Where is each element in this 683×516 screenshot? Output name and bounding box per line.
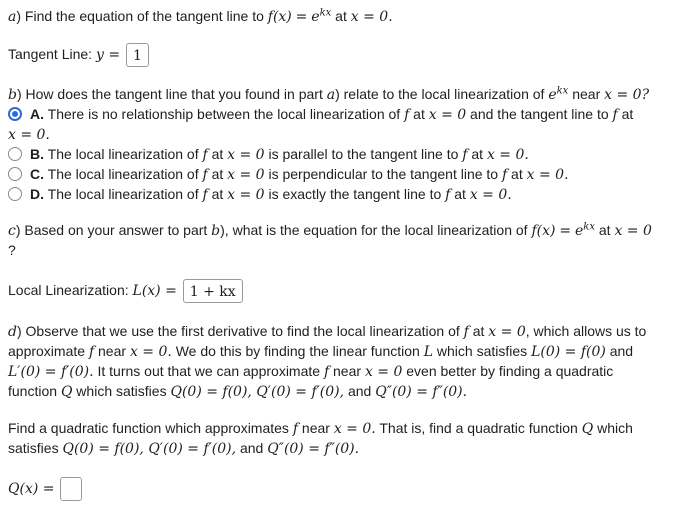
option-b-radio[interactable] [8,147,22,161]
option-a-radio[interactable] [8,107,22,121]
option-c-radio[interactable] [8,167,22,181]
part-d-line-4: function Q which satisfies Q(0) = f(0), Q′(0) = f′(0), and Q″(0) = f″(0). [8,383,468,400]
part-a-label: a [8,9,17,25]
quadratic-input[interactable] [60,477,82,501]
tangent-line-input[interactable]: 1 [126,43,149,67]
part-b-question: b) How does the tangent line that you found in part a) relate to the local linearization of $e^{kx}$ near x = 0? [8,85,650,103]
local-linearization-input[interactable]: 1 + kx [183,279,243,303]
quadratic-question-line-2: satisfies Q(0) = f(0), Q′(0) = f′(0), and Q″(0) = f″(0). [8,440,360,457]
tangent-line-answer-row: Tangent Line: y = 1 [8,42,676,67]
local-linearization-label: Local Linearization: [8,282,133,298]
option-d-radio[interactable] [8,187,22,201]
part-a-question: a) Find the equation of the tangent line to $f(x) = e^{kx}$ at x = 0. [8,7,393,25]
quadratic-answer-row [8,476,676,501]
problem-page: a) Find the equation of the tangent line to $f(x) = e^{kx}$ at x = 0. Tangent Line: y = 1 b) How does the tangent line that you found in part a) relate to the local linearization of $e^{kx}$ near x = 0? A. There is no relationship between the local linearization of f at x = 0 and the tangent line to f at x = 0. B. The local linearization of f at x = 0 is parallel to the tangent line to f at x = 0. C. The local linearization of f at x = 0 is perpendicular to the tangent line to f at x = 0. D. The local linearization of f at x = 0 is exactly the tangent line to f at x = 0. c) Based on your answer to part b), what is the equation for the local linearization of $f(x) = e^{kx}$ at x = 0 ? Local Linearization: L(x) = 1 + kx d) Observe that we use the first derivative to find the local linearization of f at x = 0, which allows us to approximate f near x = 0. We do this by finding the linear function L which satisfies L(0) = f(0) and L′(0) = f′(0). It turns out that we can approximate f near x = 0 even better by finding a quadratic function Q which satisfies Q(0) = f(0), Q′(0) = f′(0), and Q″(0) = f″(0). Find a quadratic function which approximates f near x = 0. That is, find a quadratic function Q which satisfies Q(0) = f(0), Q′(0) = f′(0), and Q″(0) = f″(0). Q(x) = [0,0,683,516]
part-c-label: c [8,223,16,239]
option-a-wrap: x = 0. [8,127,50,143]
part-c-question: c) Based on your answer to part b), what is the equation for the local linearization of $f(x) = e^{kx}$ at x = 0 [8,221,652,239]
quadratic-label: Q(x) = [8,481,55,497]
part-d-line-1: d) Observe that we use the first derivative to find the local linearization of f at x = 0, which allows us to [8,323,647,340]
part-d-line-2: approximate f near x = 0. We do this by finding the linear function L which satisfies L(0) = f(0) and [8,343,634,360]
local-linearization-answer-row: Local Linearization: L(x) = 1 + kx [8,278,676,303]
part-d-label: d [8,324,17,340]
part-b-label: b [8,87,17,103]
part-c-question-wrap: ? [8,242,16,258]
quadratic-question-line-1: Find a quadratic function which approximates f near x = 0. That is, find a quadratic function Q which [8,420,633,437]
part-d-line-3: L′(0) = f′(0). It turns out that we can approximate f near x = 0 even better by finding a quadratic [8,363,614,380]
tangent-line-label: Tangent Line: [8,46,96,62]
